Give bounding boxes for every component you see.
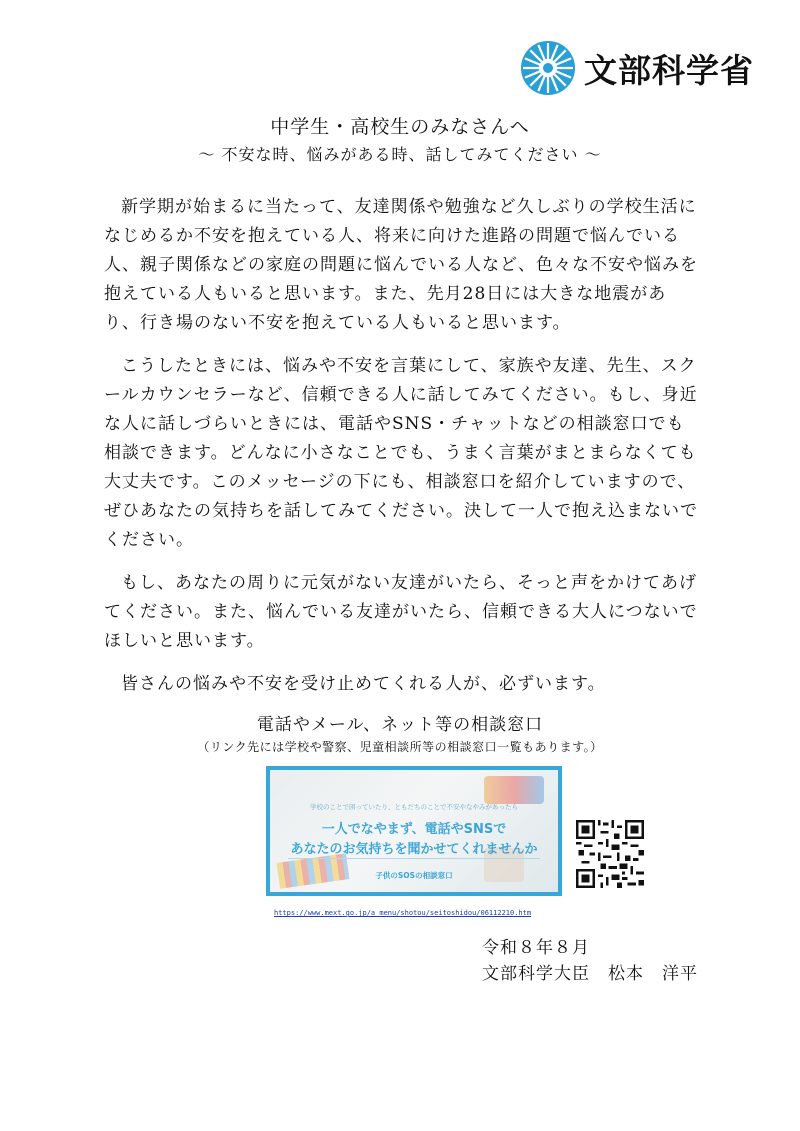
mext-emblem-icon — [520, 40, 576, 96]
banner-headline-2: あなたのお気持ちを聞かせてくれませんか — [290, 842, 538, 857]
mext-logo — [520, 40, 754, 96]
issue-date: 令和８年８月 — [482, 938, 590, 958]
banner-headline-1: 一人でなやまず、電話やSNSで — [321, 822, 507, 837]
contact-section-note: （リンク先には学校や警察、児童相談所等の相談窓口一覧もあります。） — [197, 740, 603, 754]
banner-label: 子供のSOSの相談窓口 — [375, 871, 453, 880]
paragraph-3: もし、あなたの周りに元気がない友達がいたら、そっと声をかけてあげてください。また、悩んでいる友達がいたら、信頼できる大人につないでほしいと思います。 — [104, 573, 698, 651]
banner-divider — [288, 858, 540, 859]
logo-text: 文部科学省 — [584, 50, 754, 90]
sos-consultation-banner[interactable] — [266, 766, 562, 896]
qr-code-icon[interactable] — [576, 820, 644, 888]
page-subtitle: ～ 不安な時、悩みがある時、話してみてください ～ — [198, 145, 602, 164]
paragraph-1: 新学期が始まるに当たって、友達関係や勉強など久しぶりの学校生活になじめるか不安を抱えている人、将来に向けた進路の問題で悩んでいる人、親子関係などの家庭の問題に悩んでいる人など、色々な不安や悩みを抱えている人もいると思います。また、先月28日には大きな地震があり、行き場のない不安を抱えている人もいると思います。 — [104, 197, 698, 333]
contact-section-title: 電話やメール、ネット等の相談窓口 — [256, 715, 544, 735]
banner-intro-text: 学校のことで困っていたり、ともだちのことで不安やなやみがあったら — [310, 803, 518, 811]
minister-signature: 文部科学大臣 松本 洋平 — [482, 964, 698, 984]
message-body — [104, 193, 700, 713]
paragraph-2: こうしたときには、悩みや不安を言葉にして、家族や友達、先生、スクールカウンセラーなど、信頼できる人に話してみてください。もし、身近な人に話しづらいときには、電話やSNS・チャットなどの相談窓口でも相談できます。どんなに小さなことでも、うまく言葉がまとまらなくても大丈夫です。このメッセージの下にも、相談窓口を紹介していますので、ぜひあなたの気持ちを話してみてください。決して一人で抱え込まないでください。 — [104, 356, 698, 550]
consultation-link[interactable]: https://www.mext.go.jp/a_menu/shotou/seitoshidou/06112210.htm — [274, 909, 532, 917]
page-title: 中学生・高校生のみなさんへ — [270, 116, 530, 138]
crayons-decoration — [484, 776, 544, 804]
paragraph-4: 皆さんの悩みや不安を受け止めてくれる人が、必ずいます。 — [121, 674, 606, 694]
